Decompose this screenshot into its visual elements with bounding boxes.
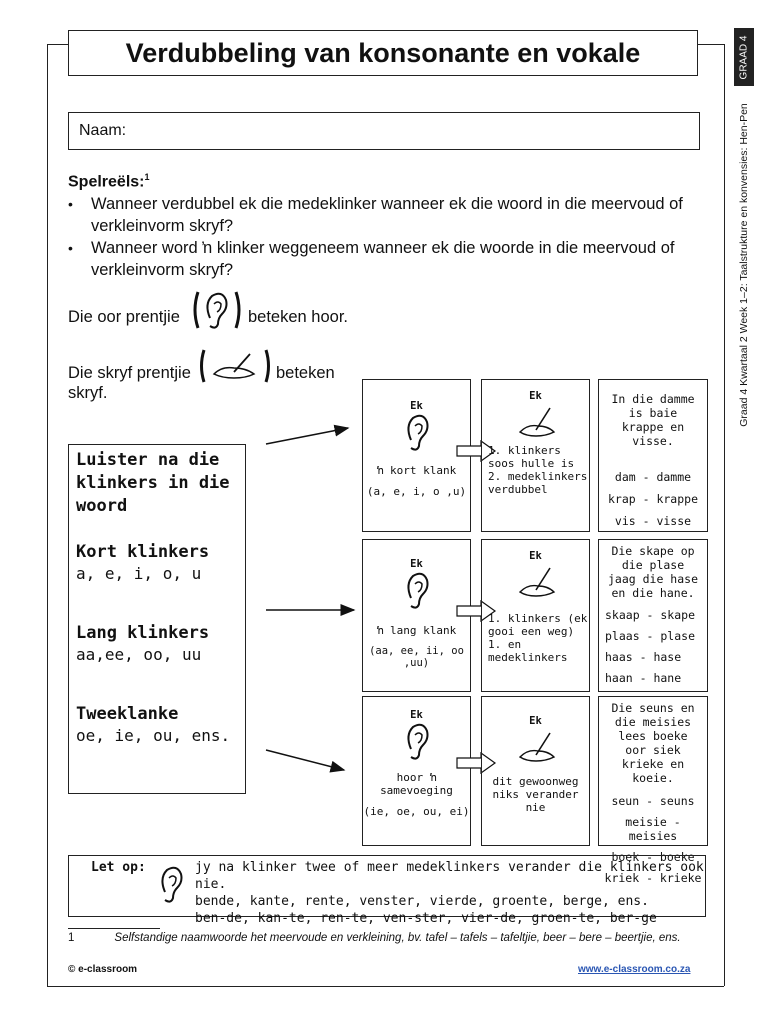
ear-line-before: Die oor prentjie (68, 308, 180, 326)
write-line-after2: skryf. (68, 384, 108, 402)
ear-icon (403, 570, 431, 610)
side-caption: Graad 4 Kwartaal 2 Week 1–2: Taalstrukture en konvensies: Hen-Pen (738, 103, 751, 427)
writing-hand-icon (198, 346, 272, 391)
diphthongs-list: oe, ie, ou, ens. (76, 726, 231, 745)
note-line3: ben-de, kan-te, ren-te, ven-ster, vier-de, groen-te, ber-ge (195, 911, 657, 926)
name-label: Naam: (79, 122, 127, 139)
hear-cell-row2: Ek ŉ lang klank (aa, ee, ii, oo ,uu) (362, 539, 471, 692)
page-frame-left (47, 44, 48, 986)
page-frame-top-left (47, 44, 68, 45)
write-cell-row2: Ek 1. klinkers (ek gooi een weg) 1. en medeklinkers (481, 539, 590, 692)
ear-icon (403, 412, 431, 452)
write-line-before: Die skryf prentjie (68, 364, 191, 382)
rule-item: • Wanneer word ŉ klinker weggeneem wanneer ek die woorde in die meervoud of verkleinvorm skryf? (68, 237, 708, 281)
grade-tab: GRAAD 4 (734, 28, 754, 86)
footer-link[interactable]: www.e-classroom.co.za (578, 964, 691, 975)
ear-icon (403, 721, 431, 761)
footer-copyright: © e-classroom (68, 964, 138, 975)
note-label: Let op: (91, 860, 146, 875)
rules-heading: Spelreëls:$^1$ (68, 172, 150, 191)
ear-line-after: beteken hoor. (248, 308, 348, 326)
arrows (260, 420, 370, 780)
long-vowels-list: aa,ee, oo, uu (76, 645, 202, 664)
name-field[interactable] (68, 112, 700, 150)
page-frame-right (724, 44, 725, 986)
writing-hand-icon (516, 727, 556, 765)
arrow-row3 (266, 750, 344, 770)
writing-hand-icon (516, 402, 556, 440)
write-line-after: beteken (276, 364, 335, 382)
rules-list (68, 193, 708, 281)
write-cell-row1: Ek 1. klinkers soos hulle is 2. medeklinkers verdubbel (481, 379, 590, 532)
diphthongs-title: Tweeklanke (76, 704, 179, 724)
note-line2: bende, kante, rente, venster, vierde, groente, berge, ens. (195, 894, 649, 909)
note-line1: jy na klinker twee of meer medeklinkers verander die klinkers ook nie. (195, 860, 704, 892)
page-frame-top-right (698, 44, 724, 45)
note-box (68, 855, 706, 926)
long-vowels-title: Lang klinkers (76, 623, 210, 643)
example-cell-row2: Die skape op die plase jaag die hase en die hane. skaap - skape plaas - plase haas - hase haan - hane (598, 539, 708, 692)
arrow-row1 (266, 428, 348, 444)
ear-icon (190, 288, 244, 337)
page-title: Verdubbeling van konsonante en vokale (68, 30, 698, 76)
listen-heading: Luister na die klinkers in die woord (76, 450, 230, 516)
example-cell-row1: In die damme is baie krappe en visse. dam - damme krap - krappe vis - visse (598, 379, 708, 532)
writing-hand-icon (516, 562, 556, 600)
example-cell-row3: Die seuns en die meisies lees boeke oor siek krieke en koeie. seun - seuns meisie - meisies boek - boeke kriek - krieke (598, 696, 708, 846)
footnote: 1 Selfstandige naamwoorde het meervoude en verkleining, bv. tafel – tafels – tafeltjie, beer – bere – beertjie, ens. (68, 932, 681, 944)
hear-cell-row1: Ek ŉ kort klank (a, e, i, o ,u) (362, 379, 471, 532)
short-vowels-title: Kort klinkers (76, 542, 210, 562)
write-cell-row3: Ek dit gewoonweg niks verander nie (481, 696, 590, 846)
ear-icon (157, 864, 185, 904)
hear-cell-row3: Ek hoor ŉ samevoeging (ie, oe, ou, ei) (362, 696, 471, 846)
rule-item: • Wanneer verdubbel ek die medeklinker wanneer ek die woord in die meervoud of verkleinvorm skryf? (68, 193, 708, 237)
short-vowels-list: a, e, i, o, u (76, 564, 202, 583)
footnote-rule (68, 928, 160, 929)
page-frame-bottom (47, 986, 724, 987)
vowel-explanation-box (68, 444, 246, 794)
